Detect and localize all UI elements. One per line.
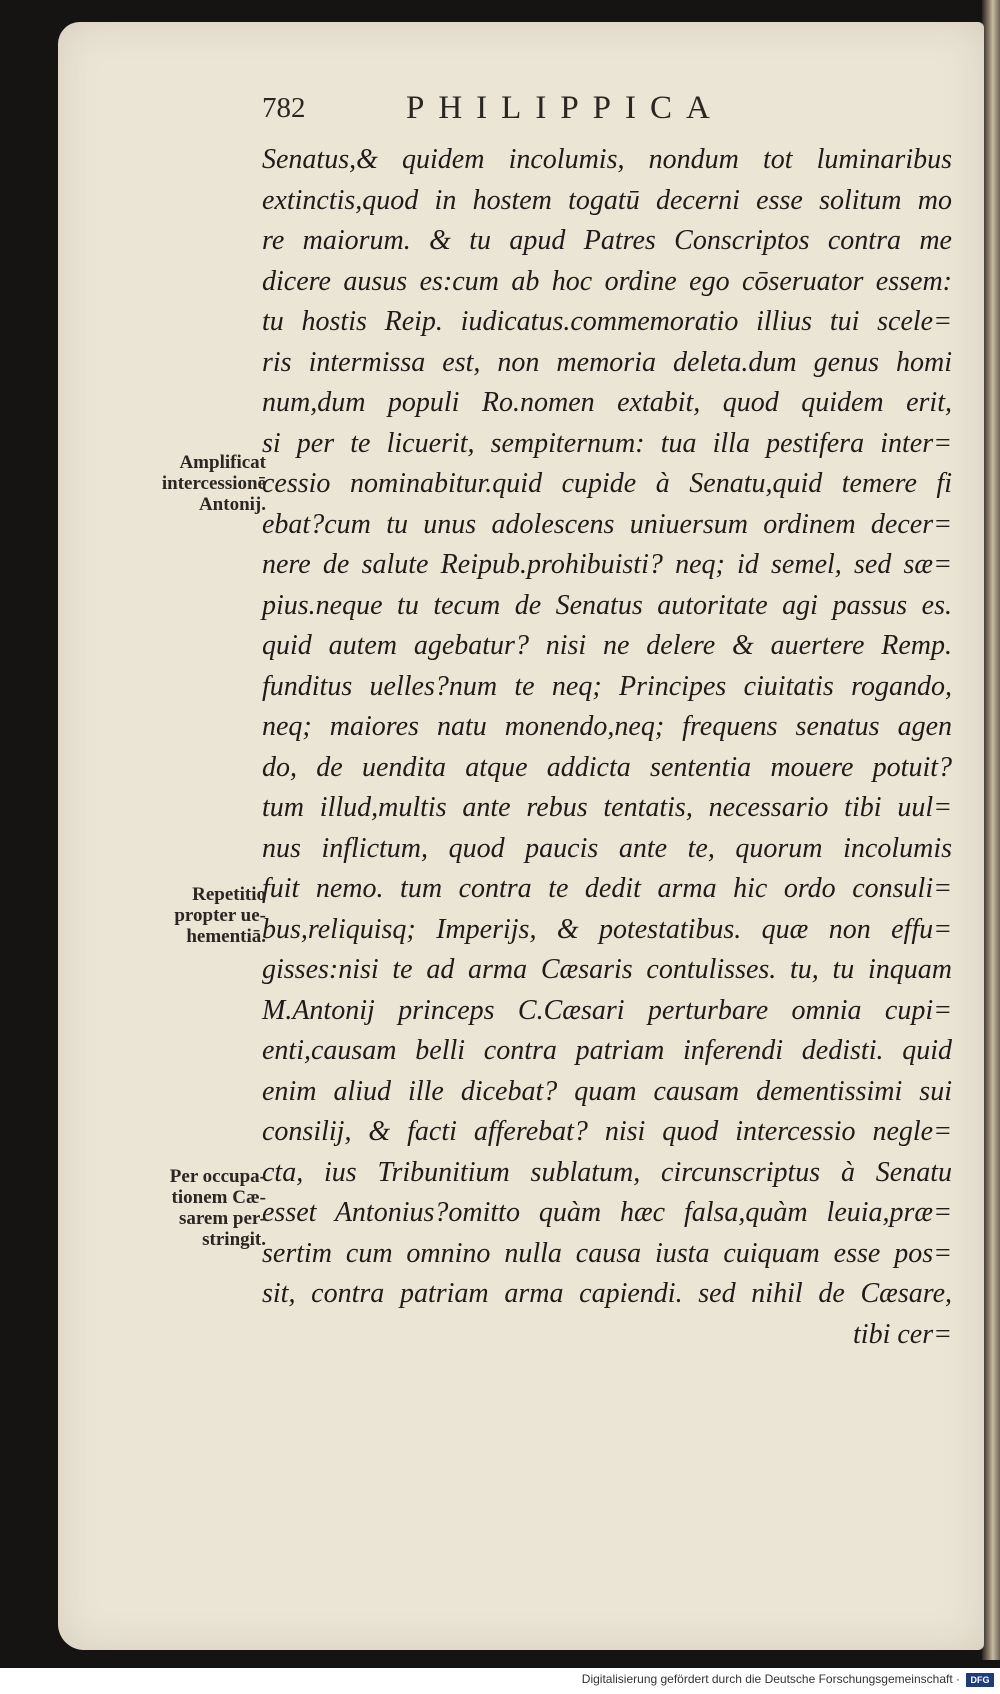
marginal-note-line: Repetitio — [192, 884, 266, 905]
marginal-note — [118, 452, 266, 515]
marginal-note-line: Per occupa- — [169, 1166, 266, 1187]
text-line: sertim cum omnino nulla causa iusta cuiquam esse pos= — [262, 1237, 952, 1269]
text-line: bus,reliquisq; Imperijs, & potestatibus. quæ non effu= — [262, 913, 952, 945]
text-line: gisses:nisi te ad arma Cæsaris contulisses. tu, tu inquam — [262, 954, 952, 985]
text-line: M.Antonij princeps C.Cæsari perturbare omnia cupi= — [262, 994, 952, 1026]
dfg-logo: DFG — [966, 1673, 994, 1687]
text-line: funditus uelles?num te neq; Principes ciuitatis rogando, — [262, 670, 952, 702]
footer-credit: Digitalisierung gefördert durch die Deutsche Forschungsgemeinschaft · — [581, 1672, 960, 1686]
text-line: Senatus,& quidem incolumis, nondum tot luminaribus — [262, 144, 952, 175]
marginal-note — [118, 884, 266, 947]
marginal-note-line: propter ue- — [174, 905, 266, 926]
page-edge — [982, 0, 1000, 1660]
text-line: nus inflictum, quod paucis ante te, quorum incolumis — [262, 832, 952, 864]
catchword: tibi cer= — [853, 1318, 952, 1350]
text-line: cta, ius Tribunitium sublatum, circunscriptus à Senatu — [262, 1156, 952, 1188]
text-line: quid autem agebatur? nisi ne delere & auertere Remp. — [262, 630, 952, 661]
main-text — [262, 140, 952, 1355]
marginal-note-line: tionem Cæ- — [171, 1187, 266, 1208]
text-line: enim aliud ille dicebat? quam causam dementissimi sui — [262, 1075, 952, 1107]
marginal-note-line: hementiā. — [186, 926, 266, 947]
text-line: enti,causam belli contra patriam inferendi dedisti. quid — [262, 1035, 952, 1066]
text-line: tum illud,multis ante rebus tentatis, necessario tibi uul= — [262, 792, 952, 823]
marginal-note-line: intercessionē — [161, 473, 266, 494]
text-line: sit, contra patriam arma capiendi. sed nihil de Cæsare, — [262, 1278, 952, 1309]
text-line: cessio nominabitur.quid cupide à Senatu,quid temere fi — [262, 468, 952, 499]
text-line: consilij, & facti afferebat? nisi quod intercessio negle= — [262, 1116, 952, 1147]
marginal-note-line: Antonij. — [198, 494, 266, 515]
text-line: fuit nemo. tum contra te dedit arma hic ordo consuli= — [262, 873, 952, 904]
text-line: tu hostis Reip. iudicatus.commemoratio illius tui scele= — [262, 306, 952, 337]
page-title: PHILIPPICA — [406, 90, 724, 126]
marginal-note-line: Amplificat — [179, 452, 266, 473]
running-head — [0, 92, 1000, 132]
marginal-note-line: sarem per- — [178, 1208, 266, 1229]
text-line: si per te licuerit, sempiternum: tua illa pestifera inter= — [262, 427, 952, 459]
text-line: nere de salute Reipub.prohibuisti? neq; id semel, sed sæ= — [262, 549, 952, 580]
text-line: neq; maiores natu monendo,neq; frequens senatus agen — [262, 711, 952, 742]
text-line: ris intermissa est, non memoria deleta.dum genus homi — [262, 346, 952, 378]
footer-bar — [0, 1668, 1000, 1694]
text-line: extinctis,quod in hostem togatū decerni esse solitum mo — [262, 184, 952, 216]
text-line: re maiorum. & tu apud Patres Conscriptos contra me — [262, 225, 952, 256]
marginal-note-line: stringit. — [202, 1229, 266, 1250]
text-line: ebat?cum tu unus adolescens uniuersum ordinem decer= — [262, 508, 952, 540]
text-line: num,dum populi Ro.nomen extabit, quod quidem erit, — [262, 387, 952, 418]
text-line: do, de uendita atque addicta sententia mouere potuit? — [262, 751, 952, 783]
page-number: 782 — [262, 92, 306, 124]
text-line: pius.neque tu tecum de Senatus autoritate agi passus es. — [262, 589, 952, 621]
marginal-note — [118, 1166, 266, 1250]
text-line: dicere ausus es:cum ab hoc ordine ego cōseruator essem: — [262, 265, 952, 297]
text-line: esset Antonius?omitto quàm hæc falsa,quàm leuia,præ= — [262, 1197, 952, 1228]
